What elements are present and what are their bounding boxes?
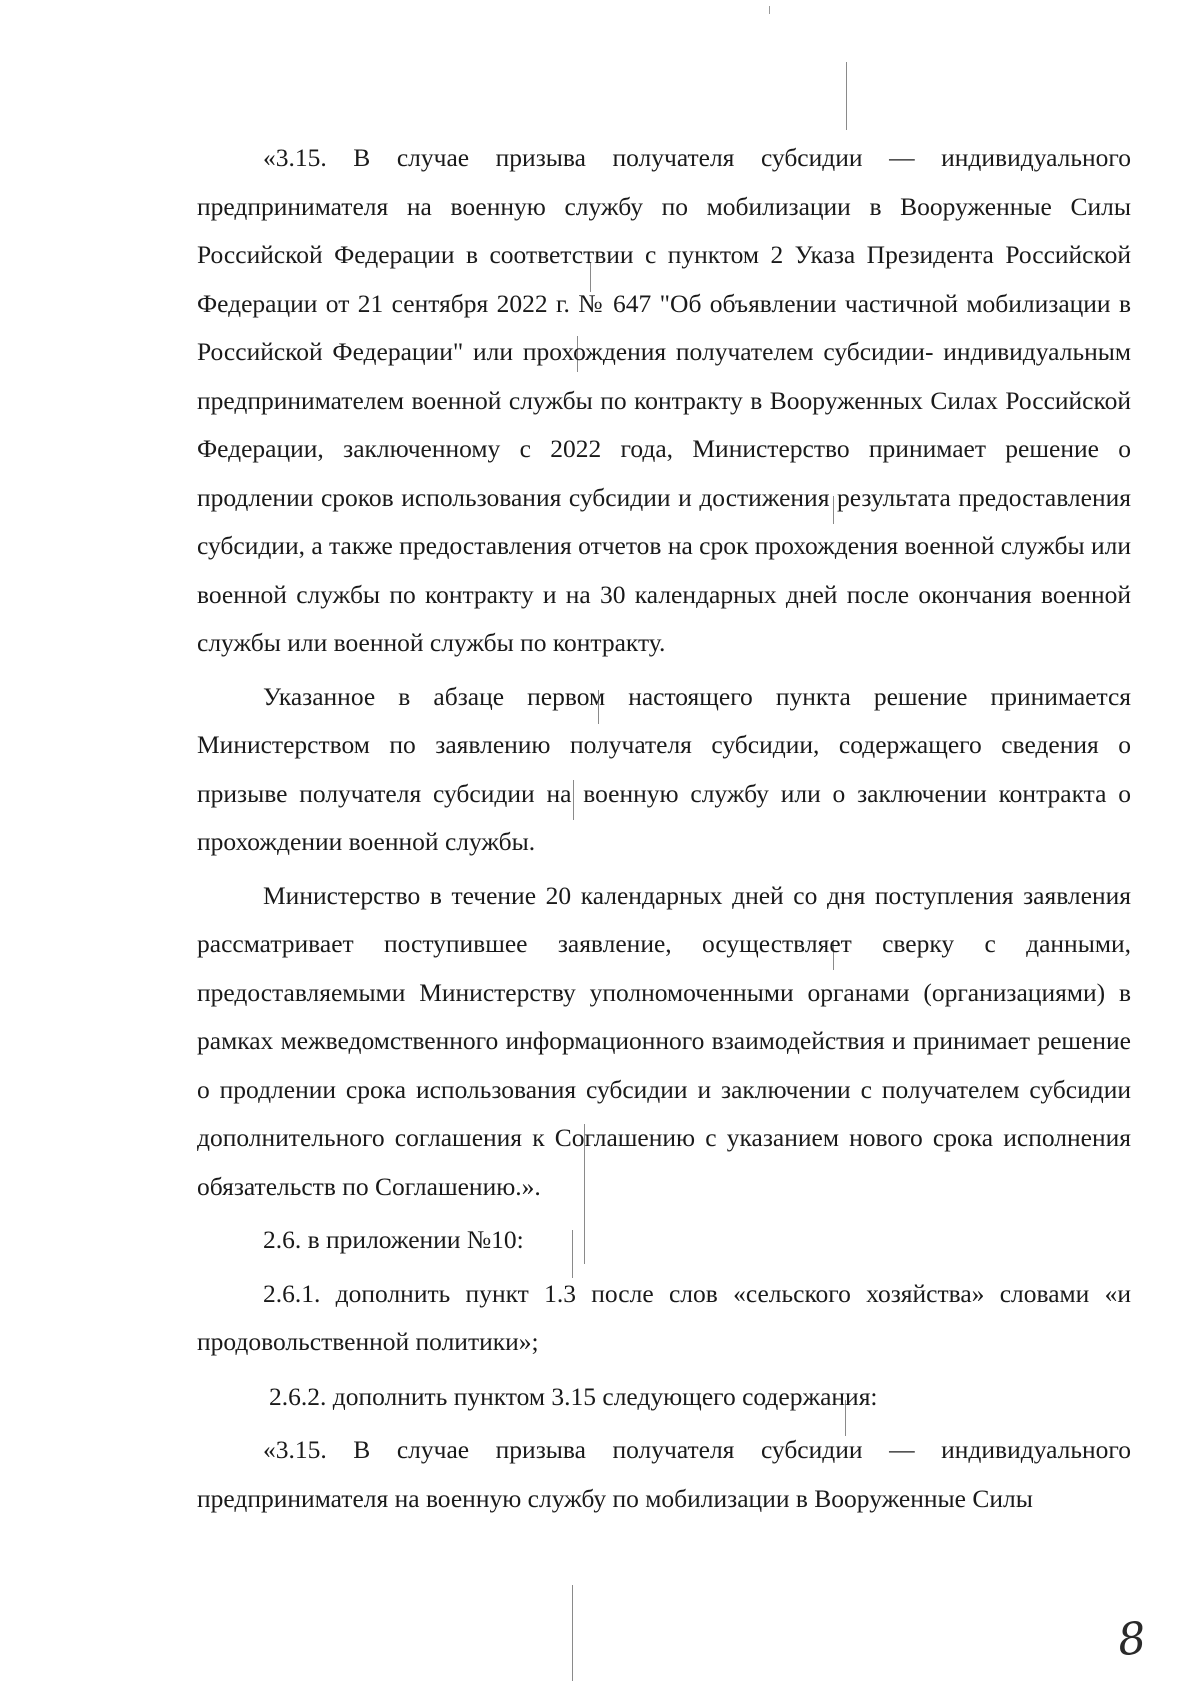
- paragraph-3-15-repeat: «3.15. В случае призыва получателя субсидии — индивидуального предпринимателя на военную службу по мобилизации в Вооруженные Силы: [197, 1435, 1131, 1513]
- item-2-6-1: 2.6.1. дополнить пункт 1.3 после слов «сельского хозяйства» словами «и продовольственной политики»;: [197, 1278, 1131, 1356]
- scan-artifact: [769, 6, 770, 14]
- handwritten-page-number: 8: [1115, 1612, 1149, 1667]
- paragraph-decision-basis: Указанное в абзаце первом настоящего пункта решение принимается Министерством по заявлению получателя субсидии, содержащего сведения о призыве получателя субсидии на военную службу или о заключении контракта о прохождении военной службы.: [197, 681, 1131, 856]
- item-2-6-2: 2.6.2. дополнить пунктом 3.15 следующего содержания:: [269, 1381, 878, 1411]
- document-body: [197, 134, 1131, 1523]
- item-2-6: 2.6. в приложении №10:: [263, 1225, 524, 1254]
- paragraph-3-15: «3.15. В случае призыва получателя субсидии — индивидуального предпринимателя на военную службу по мобилизации в Вооруженные Силы Российской Федерации в соответствии с пунктом 2 Указа Президента Российской Федерации от 21 сентября 2022 г. № 647 "Об объявлении частичной мобилизации в Российской Федерации" или прохождения получателем субсидии- индивидуальным предпринимателем военной службы по контракту в Вооруженных Силах Российской Федерации, заключенному с 2022 года, Министерство принимает решение о продлении сроков использования субсидии и достижения результата предоставления субсидии, а также предоставления отчетов на срок прохождения военной службы или военной службы по контракту и на 30 календарных дней после окончания военной службы или военной службы по контракту.: [197, 143, 1132, 657]
- paragraph-review-procedure: Министерство в течение 20 календарных дней со дня поступления заявления рассматривает поступившее заявление, осуществляет сверку с данными, предоставляемыми Министерству уполномоченными органами (организациями) в рамках межведомственного информационного взаимодействия и принимает решение о продлении срока использования субсидии и заключении с получателем субсидии дополнительного соглашения к Соглашению с указанием нового срока исполнения обязательств по Соглашению.».: [197, 880, 1131, 1201]
- scan-artifact: [846, 62, 847, 130]
- scan-artifact: [572, 1585, 573, 1681]
